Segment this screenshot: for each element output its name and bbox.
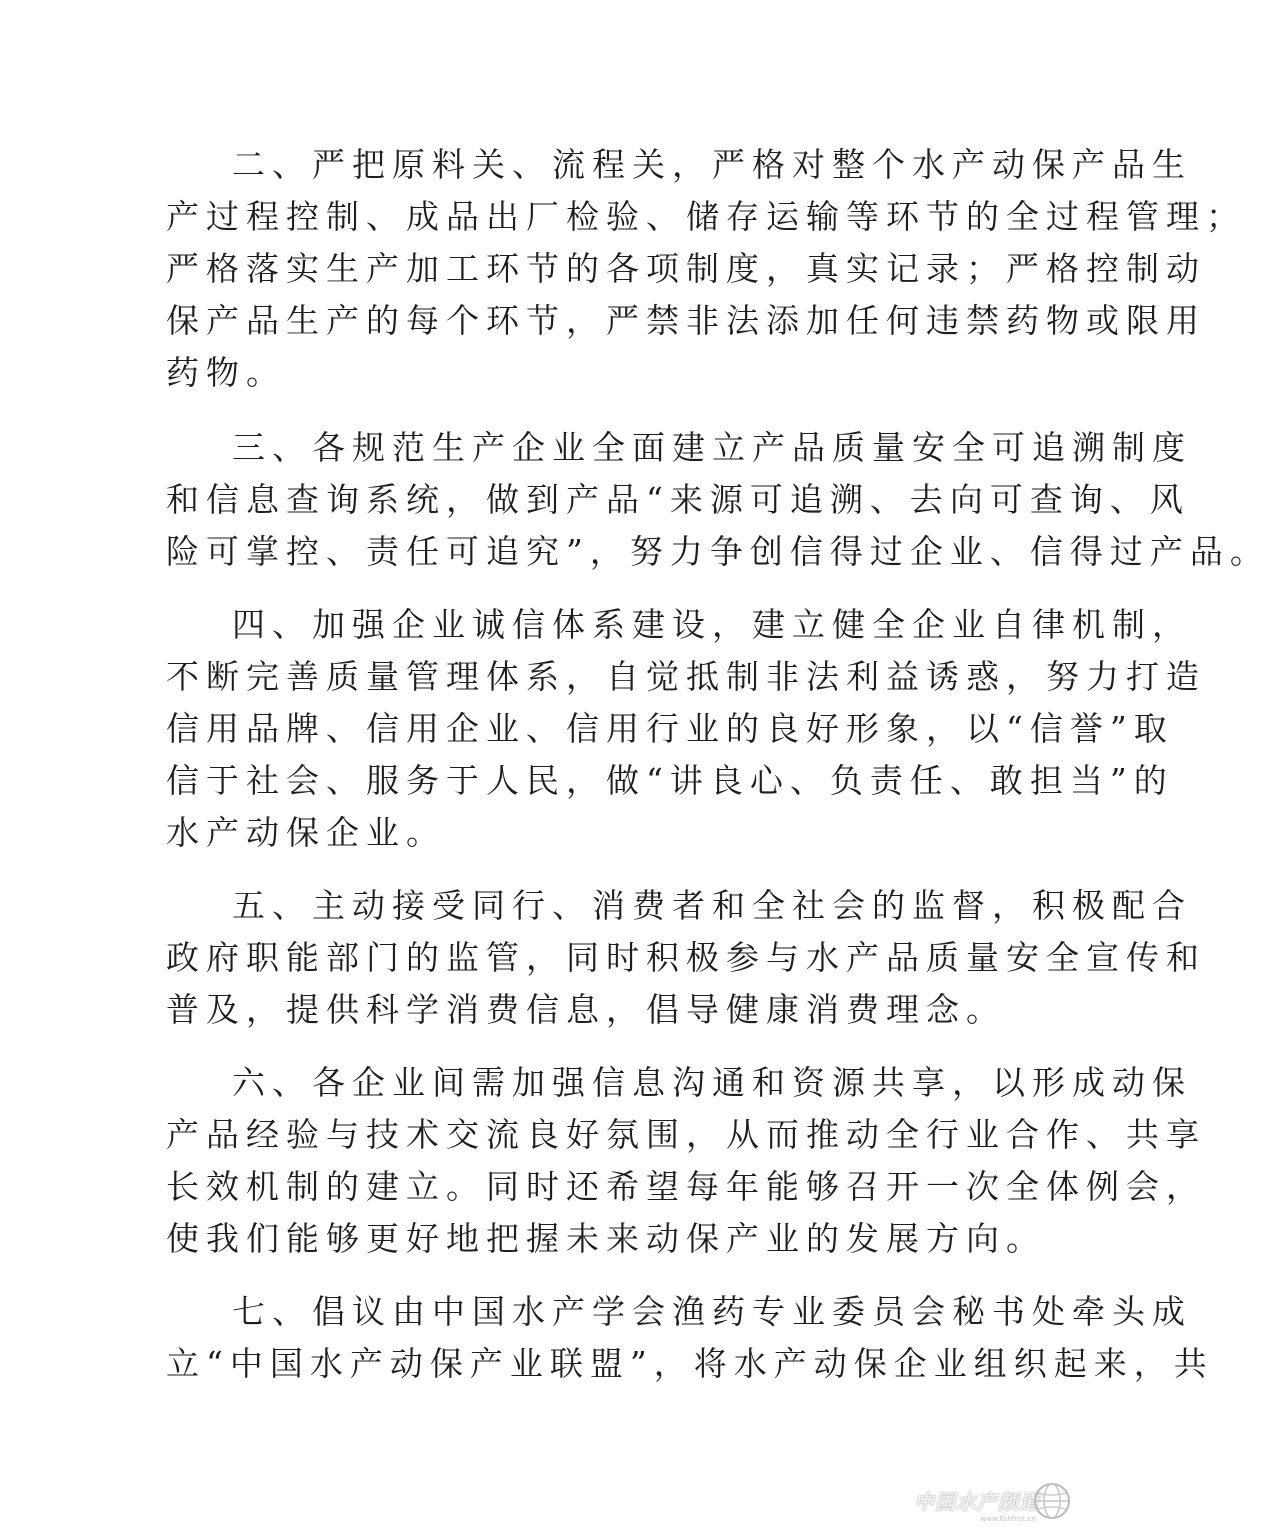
text-line: 四、加强企业诚信体系建设，建立健全企业自律机制， xyxy=(232,605,1192,644)
text-line: 信用品牌、信用企业、信用行业的良好形象，以“信誉”取 xyxy=(166,709,1174,748)
text-line: 立“中国水产动保产业联盟”，将水产动保企业组织起来，共 xyxy=(166,1344,1214,1383)
text-line: 不断完善质量管理体系，自觉抵制非法利益诱惑，努力打造 xyxy=(166,657,1206,696)
text-line: 使我们能够更好地把握未来动保产业的发展方向。 xyxy=(166,1219,1046,1258)
text-line: 长效机制的建立。同时还希望每年能够召开一次全体例会， xyxy=(166,1167,1206,1206)
watermark-url: www.fishfirst.cn xyxy=(980,1515,1036,1523)
text-line: 和信息查询系统，做到产品“来源可追溯、去向可查询、风 xyxy=(166,480,1190,519)
text-line: 险可掌控、责任可追究”，努力争创信得过企业、信得过产品。 xyxy=(166,532,1270,571)
text-line: 信于社会、服务于人民，做“讲良心、负责任、敢担当”的 xyxy=(166,761,1174,800)
text-line: 产过程控制、成品出厂检验、储存运输等环节的全过程管理； xyxy=(166,197,1246,236)
text-line: 严格落实生产加工环节的各项制度，真实记录；严格控制动 xyxy=(166,249,1206,288)
text-line: 保产品生产的每个环节，严禁非法添加任何违禁药物或限用 xyxy=(166,301,1206,340)
globe-icon xyxy=(1030,1479,1074,1523)
text-line: 七、倡议由中国水产学会渔药专业委员会秘书处牵头成 xyxy=(232,1292,1192,1331)
text-line: 政府职能部门的监管，同时积极参与水产品质量安全宣传和 xyxy=(166,938,1206,977)
text-line: 普及，提供科学消费信息，倡导健康消费理念。 xyxy=(166,990,1006,1029)
text-line: 水产动保企业。 xyxy=(166,813,446,852)
text-line: 三、各规范生产企业全面建立产品质量安全可追溯制度 xyxy=(232,428,1192,467)
text-line: 五、主动接受同行、消费者和全社会的监督，积极配合 xyxy=(232,886,1192,925)
text-line: 产品经验与技术交流良好氛围，从而推动全行业合作、共享 xyxy=(166,1115,1206,1154)
watermark-text: 中国水产频道 xyxy=(914,1490,1040,1514)
text-line: 六、各企业间需加强信息沟通和资源共享，以形成动保 xyxy=(232,1063,1192,1102)
text-line: 二、严把原料关、流程关，严格对整个水产动保产品生 xyxy=(232,145,1192,184)
text-line: 药物。 xyxy=(166,353,286,392)
